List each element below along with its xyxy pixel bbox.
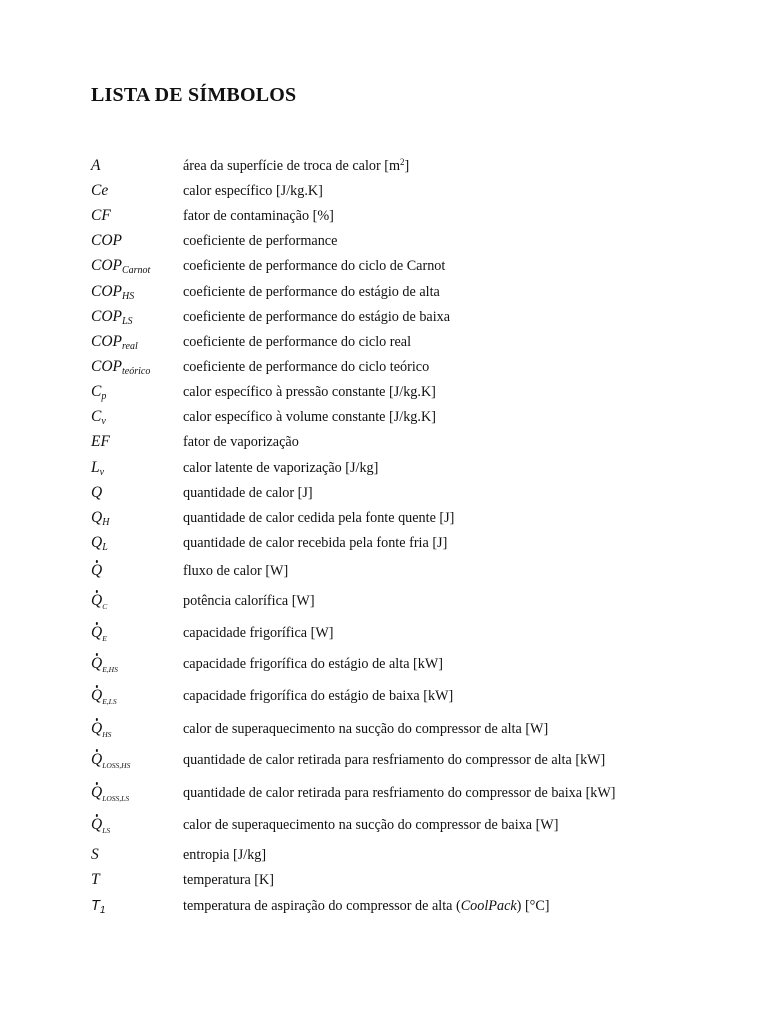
description-tail: ) [°C] xyxy=(516,898,550,914)
description-text: fator de contaminação [%] xyxy=(183,208,334,224)
symbol-description xyxy=(183,533,447,553)
symbol-base: C xyxy=(91,408,102,425)
symbol-term xyxy=(91,256,150,281)
symbol-description xyxy=(183,654,443,674)
symbol-description xyxy=(183,407,436,427)
description-text: coeficiente de performance do estágio de alta xyxy=(183,284,440,300)
symbol-term xyxy=(91,231,122,251)
description-text: calor específico [J/kg.K] xyxy=(183,183,323,199)
symbol-base: Q xyxy=(91,484,103,501)
description-text: temperatura de aspiração do compressor de alta ( xyxy=(183,898,461,914)
symbol-term xyxy=(91,382,106,407)
symbol-description xyxy=(183,256,445,276)
symbol-subscript: LS xyxy=(122,316,133,327)
description-text: coeficiente de performance xyxy=(183,233,338,249)
symbol-subscript: LOSS,HS xyxy=(102,761,131,770)
description-text: calor latente de vaporização [J/kg] xyxy=(183,460,379,476)
symbol-subscript: p xyxy=(101,391,107,402)
symbol-subscript: HS xyxy=(102,730,112,739)
symbol-base: Q xyxy=(91,534,103,551)
symbol-term xyxy=(91,483,102,503)
symbol-description xyxy=(183,750,605,770)
description-text: quantidade de calor retirada para resfriamento do compressor de baixa [kW] xyxy=(183,785,616,801)
symbol-description xyxy=(183,591,315,611)
symbol-subscript: v xyxy=(99,467,105,478)
description-text: quantidade de calor recebida pela fonte fria [J] xyxy=(183,535,448,551)
symbol-subscript: HS xyxy=(122,291,135,302)
symbol-term xyxy=(91,686,117,712)
symbol-term xyxy=(91,156,100,176)
symbol-term xyxy=(91,432,110,452)
symbol-description xyxy=(183,719,548,739)
symbol-subscript: LS xyxy=(102,826,111,835)
symbol-description xyxy=(183,282,440,302)
description-text: quantidade de calor [J] xyxy=(183,485,313,501)
symbol-base: Q xyxy=(91,687,103,704)
symbol-term xyxy=(91,407,106,432)
symbol-term xyxy=(91,206,111,226)
symbol-term xyxy=(91,719,111,745)
description-text: calor de superaquecimento na sucção do compressor de alta [W] xyxy=(183,721,549,737)
symbol-description xyxy=(183,845,266,865)
symbol-base: Q xyxy=(91,655,103,672)
description-text: potência calorífica [W] xyxy=(183,593,315,609)
symbol-description xyxy=(183,181,323,201)
symbol-base: Q xyxy=(91,592,103,609)
symbol-base: A xyxy=(91,157,101,174)
symbol-base: Q xyxy=(91,784,103,801)
symbol-term xyxy=(91,750,130,776)
symbol-base: COP xyxy=(91,283,122,300)
symbol-subscript: H xyxy=(102,517,110,528)
description-text: calor específico à pressão constante [J/kg.K] xyxy=(183,384,436,400)
symbol-description xyxy=(183,870,274,890)
symbol-term xyxy=(91,845,99,865)
symbol-description xyxy=(183,561,288,581)
symbol-term xyxy=(91,332,138,357)
symbol-base: CF xyxy=(91,207,111,224)
description-text: capacidade frigorífica do estágio de alta [kW] xyxy=(183,656,443,672)
symbol-description xyxy=(183,432,299,452)
symbol-subscript: E,HS xyxy=(102,665,118,674)
symbol-term xyxy=(91,896,105,921)
symbol-description xyxy=(183,623,333,643)
description-text: coeficiente de performance do estágio de baixa xyxy=(183,309,451,325)
symbol-base: EF xyxy=(91,433,110,450)
symbol-subscript: LOSS,LS xyxy=(102,794,130,803)
symbol-base: Q xyxy=(91,624,103,641)
symbol-subscript: L xyxy=(102,542,108,553)
symbol-description xyxy=(183,231,337,251)
symbol-subscript: C xyxy=(102,602,108,611)
symbol-base: Q xyxy=(91,751,103,768)
symbol-term xyxy=(91,357,150,382)
description-text: capacidade frigorífica do estágio de baixa [kW] xyxy=(183,688,454,704)
symbol-description xyxy=(183,357,429,377)
description-text: fator de vaporização xyxy=(183,434,299,450)
symbol-description xyxy=(183,508,454,528)
symbol-base: COP xyxy=(91,308,122,325)
description-text: área da superfície de troca de calor [m xyxy=(183,158,401,174)
symbol-term xyxy=(91,307,133,332)
symbol-subscript: 1 xyxy=(99,905,106,916)
symbol-term xyxy=(91,508,109,533)
symbol-description xyxy=(183,483,313,503)
symbol-term xyxy=(91,623,107,649)
symbol-base: COP xyxy=(91,257,122,274)
description-text: coeficiente de performance do ciclo real xyxy=(183,334,412,350)
symbol-subscript: teórico xyxy=(122,366,151,377)
symbol-term xyxy=(91,181,108,201)
description-tail: ] xyxy=(404,158,410,174)
symbol-description xyxy=(183,896,550,916)
symbol-base: T xyxy=(91,871,100,888)
symbol-base: COP xyxy=(91,232,122,249)
symbol-description xyxy=(183,686,453,706)
symbol-subscript: Carnot xyxy=(122,265,151,276)
description-text: coeficiente de performance do ciclo de Carnot xyxy=(183,258,446,274)
symbol-description xyxy=(183,156,409,176)
symbol-base: COP xyxy=(91,358,122,375)
symbol-base: COP xyxy=(91,333,122,350)
symbol-term xyxy=(91,533,108,558)
symbol-description xyxy=(183,307,450,327)
description-text: quantidade de calor retirada para resfriamento do compressor de alta [kW] xyxy=(183,752,606,768)
symbol-term xyxy=(91,591,107,617)
symbol-term xyxy=(91,815,110,841)
description-italic: CoolPack xyxy=(460,898,517,914)
symbol-base: Ce xyxy=(91,182,109,199)
symbol-subscript: v xyxy=(101,416,106,427)
description-text: fluxo de calor [W] xyxy=(183,563,289,579)
symbol-term xyxy=(91,783,129,809)
symbol-description xyxy=(183,382,436,402)
description-text: temperatura [K] xyxy=(183,872,274,888)
symbol-term xyxy=(91,458,104,483)
description-text: coeficiente de performance do ciclo teórico xyxy=(183,359,430,375)
symbol-description xyxy=(183,206,334,226)
symbol-base: Q xyxy=(91,562,103,579)
symbol-description xyxy=(183,332,411,352)
description-text: entropia [J/kg] xyxy=(183,847,267,863)
symbol-term xyxy=(91,870,100,890)
symbol-subscript: E,LS xyxy=(102,697,117,706)
symbol-base: C xyxy=(91,383,102,400)
description-superscript: 2 xyxy=(400,157,405,167)
description-text: quantidade de calor cedida pela fonte quente [J] xyxy=(183,510,455,526)
symbol-term xyxy=(91,561,102,581)
symbol-base: Q xyxy=(91,720,103,737)
symbol-base: T xyxy=(91,898,100,914)
page-title: LISTA DE SÍMBOLOS xyxy=(91,84,297,106)
description-text: calor de superaquecimento na sucção do compressor de baixa [W] xyxy=(183,817,559,833)
symbol-subscript: E xyxy=(102,634,107,643)
symbol-base: Q xyxy=(91,509,103,526)
description-text: calor específico à volume constante [J/kg.K] xyxy=(183,409,436,425)
symbol-description xyxy=(183,458,378,478)
symbol-base: L xyxy=(91,459,100,476)
description-text: capacidade frigorífica [W] xyxy=(183,625,334,641)
symbol-term xyxy=(91,654,118,680)
symbol-description xyxy=(183,815,558,835)
symbol-term xyxy=(91,282,134,307)
symbol-base: Q xyxy=(91,816,103,833)
symbol-base: S xyxy=(91,846,99,863)
symbol-description xyxy=(183,783,616,803)
symbol-subscript: real xyxy=(122,341,138,352)
